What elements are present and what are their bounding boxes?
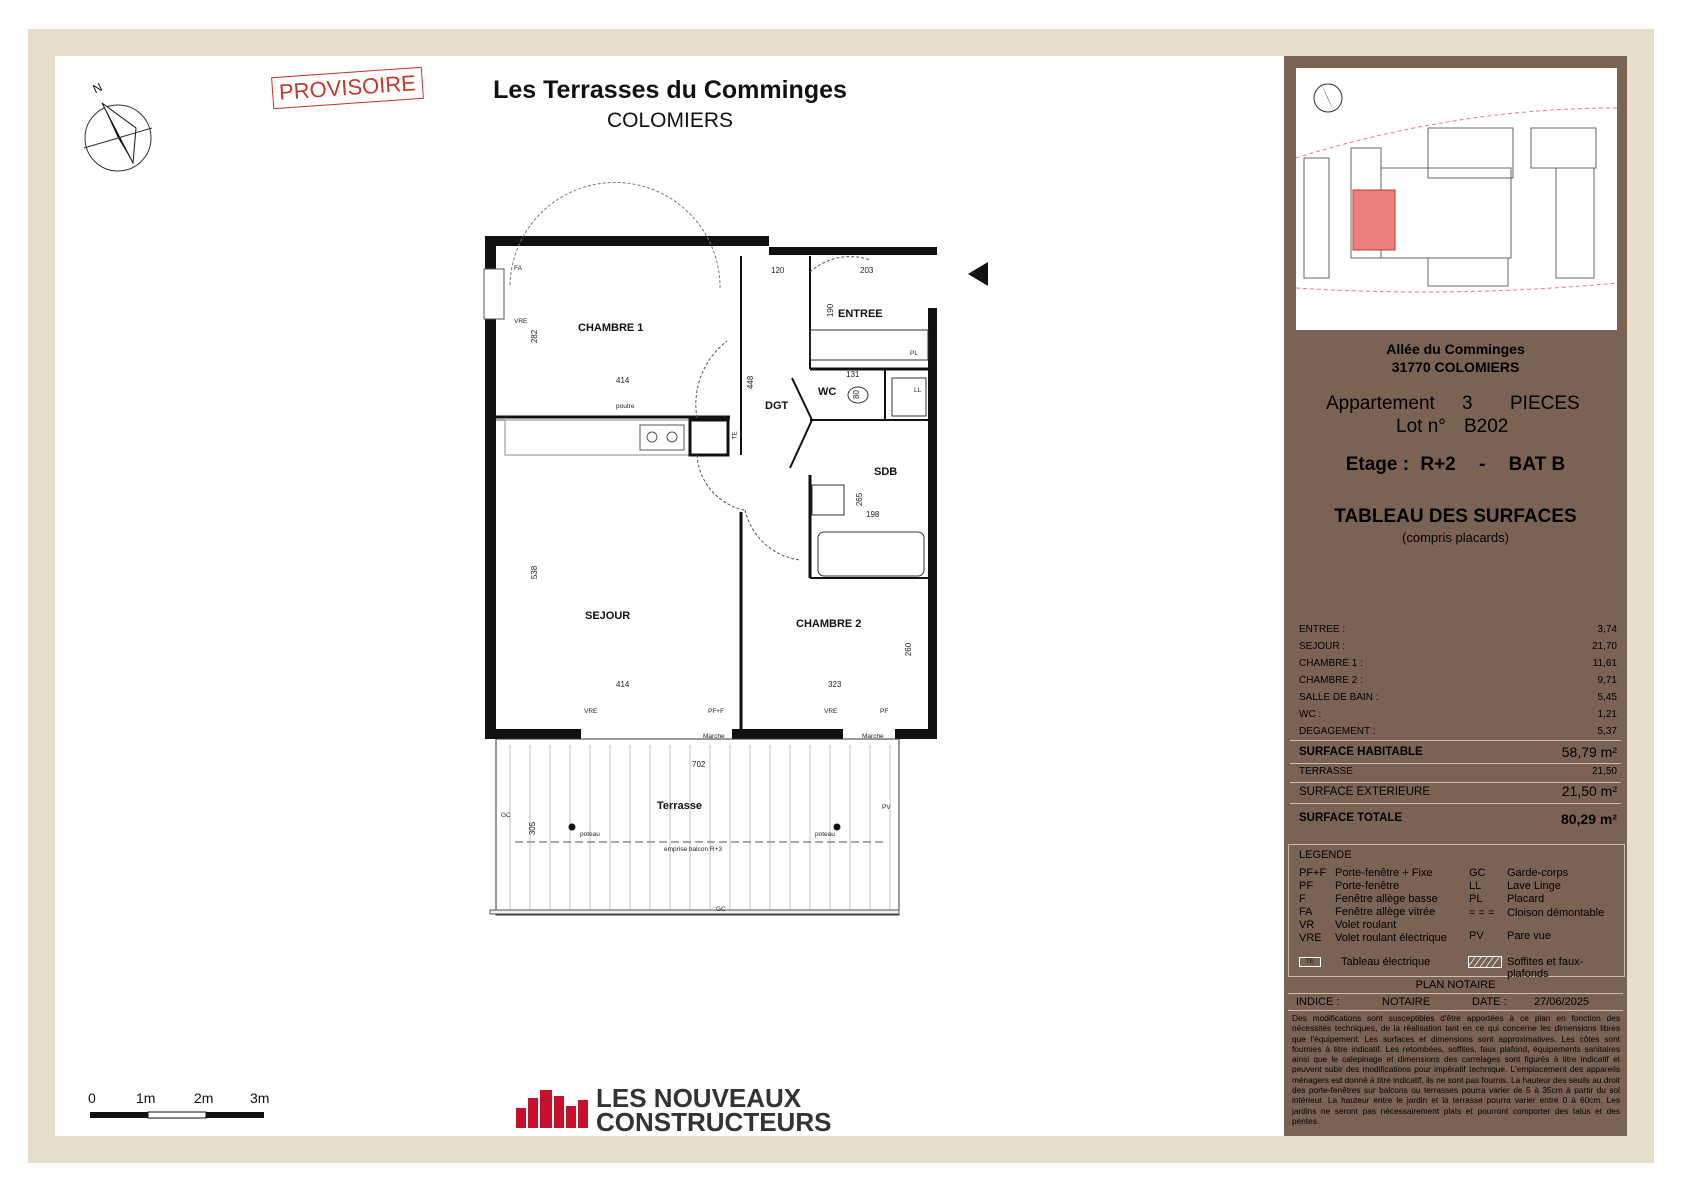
legend-text: Cloison démontable [1507, 907, 1605, 919]
date-label: DATE : [1472, 996, 1507, 1008]
plan-notaire: PLAN NOTAIRE [1288, 979, 1623, 994]
scale-2m: 2m [194, 1090, 214, 1106]
apartment-rooms: 3 [1462, 393, 1473, 414]
legend-code: PF+F [1299, 867, 1327, 879]
surface-room-value: 9,71 [1597, 675, 1617, 686]
scale-0: 0 [88, 1090, 96, 1106]
hob-2 [667, 432, 677, 442]
legend-text: Lave Linge [1507, 880, 1561, 892]
dim-448: 448 [746, 375, 756, 390]
door-sdb-leaf [792, 378, 812, 420]
legend-text: Volet roulant électrique [1335, 932, 1447, 944]
surface-room-name: WC : [1299, 709, 1322, 720]
label-vre-sejour: VRE [584, 708, 598, 715]
etage-building: BAT B [1508, 454, 1566, 475]
surfaces-title: TABLEAU DES SURFACES [1334, 506, 1577, 527]
room-sdb: SDB [874, 466, 898, 478]
legend-code: FA [1299, 906, 1313, 918]
dim-80: 80 [851, 390, 861, 399]
brand-logo [516, 1083, 832, 1137]
surface-room-value: 5,37 [1597, 726, 1617, 737]
legend-text: Porte-fenêtre [1335, 880, 1400, 892]
dim-414-a: 414 [616, 376, 630, 385]
surface-room-name: SALLE DE BAIN : [1299, 692, 1379, 703]
terrace-edge [490, 910, 899, 914]
surface-room-value: 11,61 [1592, 658, 1617, 669]
surface-habitable-value: 58,79 m² [1561, 744, 1617, 760]
legal-disclaimer: Des modifications sont susceptibles d'être apportées à ce plan en fonction des nécessités techniques, de la réalisation tant en ce qui concerne les dimensions libres que l'équipement. Les surfaces et dimensions sont approximatives. Les côtes sont fournies à titre indicatif. Les retombées, soffites, faux plafond, équipements sanitaires ainsi que le calepinage et dimensions des carrelages sont figurés à titre indicatif et peuvent subir des modifications pour impératif technique. L'emplacement des appareils ménagers est donné à titre indicatif, ils ne sont pas fournis. La hauteur des seuils au droit des porte-fenêtres sur balcons ou terrasses pourra varier de 5 à 35cm à partir du sol intérieur. La hauteur entre le jardin et la terrasse pourra varier entre 0 à 60cm. Les jardins ne seront pas nécessairement plats et pourront comporter des talus et des pentes. [1292, 1013, 1620, 1126]
room-chambre-2: CHAMBRE 2 [796, 618, 862, 630]
indice-value: NOTAIRE [1382, 996, 1431, 1008]
label-pff: PF+F [708, 708, 725, 715]
door-sejour [697, 455, 744, 510]
dim-414-b: 414 [616, 680, 630, 689]
label-vre-ch2: VRE [824, 708, 838, 715]
dim-265: 265 [855, 492, 865, 507]
legend-title: LEGENDE [1299, 849, 1352, 861]
address-line-1: Allée du Comminges [1386, 341, 1525, 357]
legend-code: LL [1469, 880, 1482, 892]
room-dgt: DGT [765, 400, 789, 412]
washbasin [812, 485, 844, 515]
date-value: 27/06/2025 [1534, 996, 1590, 1008]
terrasse-value: 21,50 [1591, 766, 1617, 777]
label-emprise-balcon: emprise balcon R+3 [664, 846, 722, 853]
legend-box [1288, 844, 1625, 980]
wall-top-right [769, 247, 937, 255]
legend-soffites-text: Soffites et faux-plafonds [1507, 956, 1584, 980]
door-sdb-leaf2 [790, 420, 812, 468]
apartment-highlight [1353, 190, 1395, 250]
dim-323: 323 [828, 680, 842, 689]
fridge [690, 420, 728, 455]
surface-room-value: 3,74 [1597, 624, 1617, 635]
label-pf: PF [880, 708, 889, 715]
terrasse-row [1299, 766, 1617, 777]
surface-row [1299, 641, 1617, 652]
dim-702: 702 [692, 760, 706, 769]
lot-number: B202 [1464, 416, 1509, 437]
soffites-hatch-icon [1468, 956, 1502, 968]
wall-right [928, 308, 937, 731]
site-map [1296, 68, 1617, 330]
apartment-label: Appartement [1326, 393, 1435, 414]
room-entree: ENTREE [838, 308, 883, 320]
door-ch2 [745, 510, 800, 560]
site-map-graphic [1296, 68, 1617, 330]
room-terrasse: Terrasse [657, 800, 703, 812]
surface-row [1299, 658, 1617, 669]
hob-1 [647, 432, 657, 442]
divider-totale [1290, 803, 1621, 804]
legend-text: Garde-corps [1507, 867, 1569, 879]
washing-machine [892, 378, 926, 416]
brand-line-2: CONSTRUCTEURS [596, 1107, 832, 1137]
label-te: TE [731, 431, 739, 440]
surface-row [1299, 675, 1617, 686]
poteau-2 [834, 824, 841, 831]
surface-room-name: ENTREE : [1299, 624, 1346, 635]
surface-room-value: 1,21 [1597, 709, 1617, 720]
scale-graphic [90, 1110, 265, 1120]
surface-exterieure-label: SURFACE EXTERIEURE [1299, 786, 1430, 798]
surface-totale-value: 80,29 m² [1560, 811, 1617, 827]
legend-text: Placard [1507, 893, 1545, 905]
surface-row [1299, 709, 1617, 720]
label-marche-2: Marche [862, 733, 884, 740]
label-poteau-1: poteau [580, 831, 600, 838]
legend-code: VR [1299, 919, 1315, 931]
label-poutre: poutre [616, 403, 635, 410]
divider-habitable [1290, 740, 1621, 741]
surface-room-name: CHAMBRE 2 : [1299, 675, 1363, 686]
legend-text: Fenêtre allège vitrée [1335, 906, 1436, 918]
etage-label: Etage : [1345, 454, 1410, 475]
surface-row [1299, 726, 1617, 737]
surface-room-name: SEJOUR : [1299, 641, 1346, 652]
dim-131: 131 [846, 370, 860, 379]
dim-198: 198 [866, 510, 880, 519]
provisional-stamp: PROVISOIRE [271, 67, 424, 109]
scale-1m: 1m [136, 1090, 156, 1106]
notaire-block [1288, 979, 1623, 1011]
door-ch1 [696, 341, 727, 418]
label-ll: LL [914, 387, 922, 394]
legend-text: Pare vue [1507, 930, 1552, 942]
wall-bottom-right [895, 729, 937, 739]
entrance-arrow-icon [968, 262, 988, 286]
dim-120: 120 [771, 266, 785, 275]
legend-code: VRE [1299, 932, 1322, 944]
wall-bottom-mid [732, 729, 843, 739]
dim-538: 538 [530, 565, 540, 580]
apartment-pieces: PIECES [1510, 393, 1580, 414]
etage-floor: R+2 [1420, 454, 1456, 475]
room-chambre-1: CHAMBRE 1 [578, 322, 644, 334]
room-wc: WC [818, 386, 837, 398]
terrasse-label: TERRASSE [1299, 766, 1353, 777]
wall-top-left [485, 236, 769, 246]
legend-code: GC [1469, 867, 1486, 879]
project-city: COLOMIERS [606, 109, 734, 132]
brand-line-1: LES NOUVEAUX [596, 1083, 802, 1113]
project-title: Les Terrasses du Comminges [493, 76, 847, 104]
scale-3m: 3m [250, 1090, 270, 1106]
bathtub [818, 532, 924, 576]
address-line-2: 31770 COLOMIERS [1391, 359, 1520, 375]
label-fa: FA [514, 265, 522, 272]
label-marche-1: Marche [703, 733, 725, 740]
label-pl: PL [910, 350, 918, 357]
surface-room-value: 5,45 [1597, 692, 1617, 703]
surface-habitable-label: SURFACE HABITABLE [1299, 746, 1423, 758]
etage-block [1284, 454, 1627, 476]
surface-row [1299, 692, 1617, 703]
dim-305: 305 [528, 821, 538, 836]
wall-bottom-left [485, 729, 581, 739]
legend-code: PL [1469, 893, 1483, 905]
dim-203: 203 [860, 266, 874, 275]
label-vre-ch1: VRE [514, 318, 528, 325]
label-gc-left: GC [501, 812, 511, 819]
surface-totale-label: SURFACE TOTALE [1299, 812, 1403, 824]
label-gc-bottom: GC [716, 906, 726, 913]
brand-building-icon [516, 1086, 596, 1132]
label-poteau-2: poteau [815, 831, 835, 838]
indice-label: INDICE : [1296, 996, 1340, 1008]
window-frame [484, 269, 504, 319]
room-sejour: SEJOUR [585, 610, 631, 622]
legend-code: F [1299, 893, 1306, 905]
legend-code: PF [1299, 880, 1314, 892]
north-label: N [90, 79, 105, 97]
dim-190: 190 [826, 303, 836, 318]
address-block [1284, 340, 1627, 376]
dim-260: 260 [904, 642, 914, 657]
legend-text: Volet roulant [1335, 919, 1397, 931]
surface-exterieure-value: 21,50 m² [1561, 783, 1617, 799]
surface-exterieure-row [1299, 783, 1617, 799]
surface-room-value: 21,70 [1591, 641, 1617, 652]
lot-label: Lot n° [1396, 416, 1446, 437]
surfaces-subtitle: (compris placards) [1402, 530, 1509, 545]
surface-totale-row [1299, 811, 1617, 827]
label-pv: PV [882, 804, 891, 811]
dim-282: 282 [530, 329, 540, 344]
surface-habitable-row [1299, 746, 1617, 758]
surface-row [1299, 624, 1617, 635]
legend-code: PV [1469, 930, 1484, 942]
etage-sep: - [1479, 454, 1486, 475]
legend-te-text: Tableau électrique [1341, 956, 1431, 968]
divider-terrasse [1290, 763, 1621, 764]
te-icon: TE [1299, 957, 1321, 967]
legend-text: Porte-fenêtre + Fixe [1335, 867, 1433, 879]
surface-room-name: DEGAGEMENT : [1299, 726, 1376, 737]
surface-room-name: CHAMBRE 1 : [1299, 658, 1363, 669]
poteau-1 [569, 824, 576, 831]
legend-text: Fenêtre allège basse [1335, 893, 1438, 905]
legend-code: = = = [1469, 907, 1495, 919]
